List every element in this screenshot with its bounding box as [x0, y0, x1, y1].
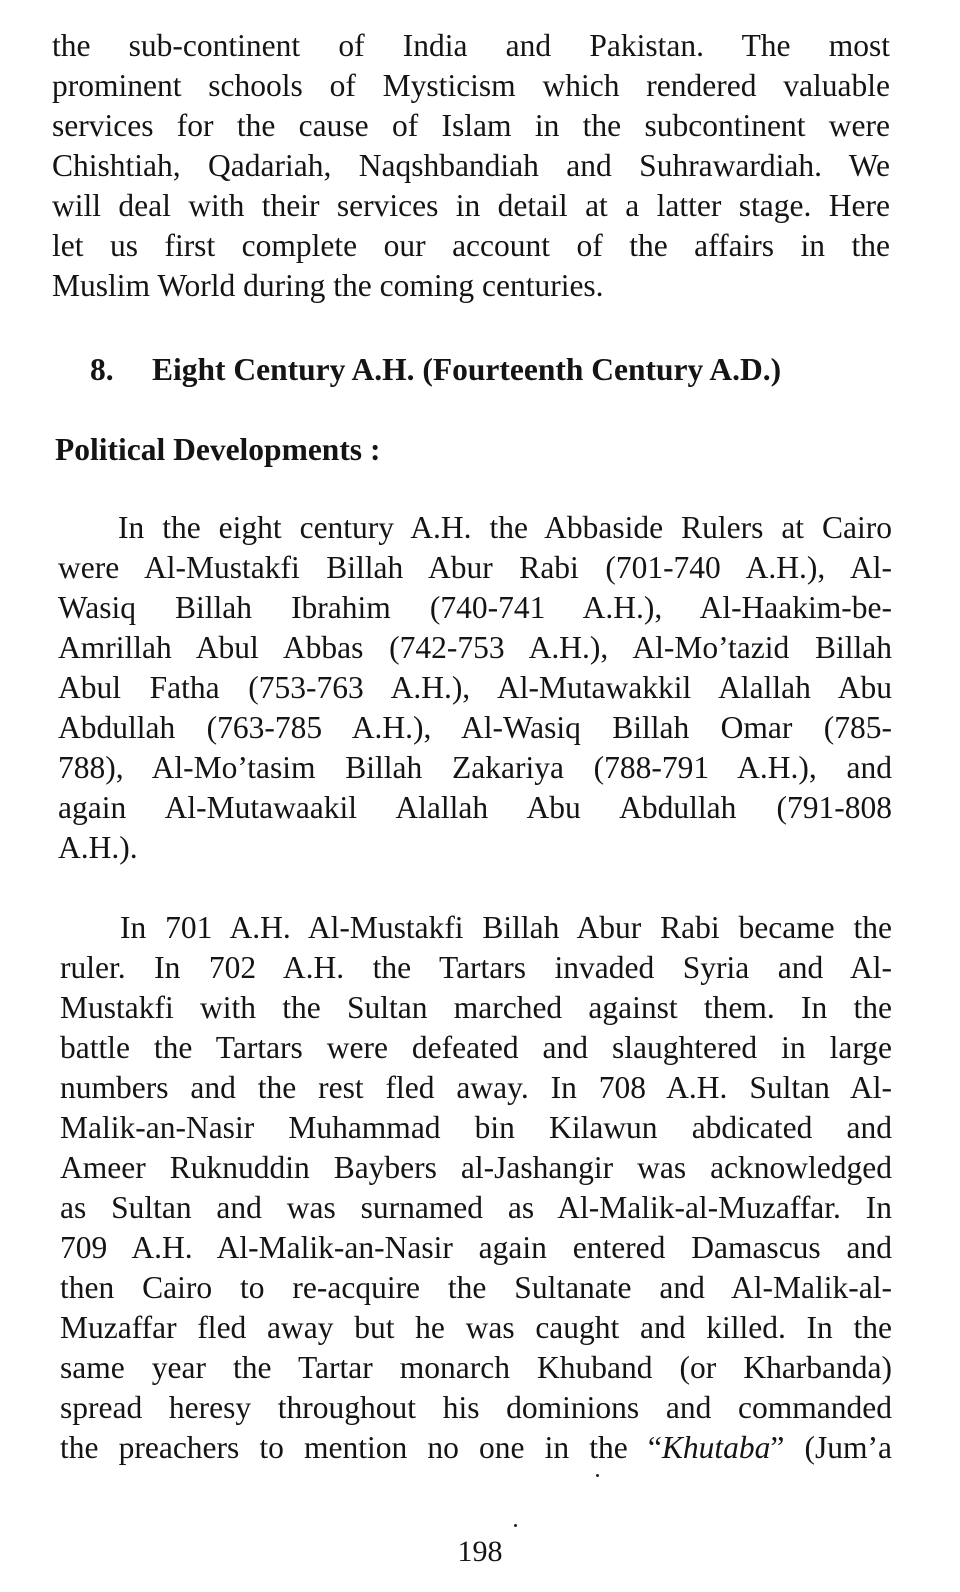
text-line: Chishtiah, Qadariah, Naqshbandiah and Suhrawardiah. We [52, 148, 890, 183]
text-line: Abdullah (763-785 A.H.), Al-Wasiq Billah Omar (785- [58, 710, 892, 745]
text-line: prominent schools of Mysticism which rendered valuable [52, 68, 890, 103]
scan-speck [596, 1474, 599, 1477]
section-number: 8. [90, 352, 114, 387]
text-line: In 701 A.H. Al-Mustakfi Billah Abur Rabi became the [120, 910, 892, 945]
italic-term: Khutaba [661, 1430, 771, 1465]
text-fragment: the preachers to mention no one in the “ [60, 1430, 662, 1465]
text-line: Muslim World during the coming centuries. [52, 268, 604, 303]
text-line: battle the Tartars were defeated and slaughtered in large [60, 1030, 892, 1065]
subheading: Political Developments : [55, 432, 381, 467]
text-line: then Cairo to re-acquire the Sultanate and Al-Malik-al- [60, 1270, 892, 1305]
text-line: were Al-Mustakfi Billah Abur Rabi (701-740 A.H.), Al- [58, 550, 892, 585]
text-line-last [60, 1428, 892, 1468]
text-line: 709 A.H. Al-Malik-an-Nasir again entered Damascus and [60, 1230, 892, 1265]
scan-speck [514, 1524, 517, 1527]
text-line: again Al-Mutawaakil Alallah Abu Abdullah (791-808 [58, 790, 892, 825]
text-line: services for the cause of Islam in the subcontinent were [52, 108, 890, 143]
text-line: spread heresy throughout his dominions and commanded [60, 1390, 892, 1425]
text-line: Wasiq Billah Ibrahim (740-741 A.H.), Al-Haakim-be- [58, 590, 892, 625]
text-line: the sub-continent of India and Pakistan. The most [52, 28, 890, 63]
text-line: A.H.). [58, 830, 138, 865]
text-line: Malik-an-Nasir Muhammad bin Kilawun abdicated and [60, 1110, 892, 1145]
section-title: Eight Century A.H. (Fourteenth Century A.D.) [152, 352, 782, 387]
text-line: Abul Fatha (753-763 A.H.), Al-Mutawakkil Alallah Abu [58, 670, 892, 705]
text-line: Amrillah Abul Abbas (742-753 A.H.), Al-Mo’tazid Billah [58, 630, 892, 665]
page-number: 198 [457, 1535, 503, 1568]
text-line: will deal with their services in detail at a latter stage. Here [52, 188, 890, 223]
text-line: ruler. In 702 A.H. the Tartars invaded Syria and Al- [60, 950, 892, 985]
text-line: same year the Tartar monarch Khuband (or Kharbanda) [60, 1350, 892, 1385]
text-line: In the eight century A.H. the Abbaside Rulers at Cairo [118, 510, 892, 545]
text-line: numbers and the rest fled away. In 708 A.H. Sultan Al- [60, 1070, 892, 1105]
text-line: let us first complete our account of the affairs in the [52, 228, 890, 263]
text-line: Muzaffar fled away but he was caught and killed. In the [60, 1310, 892, 1345]
text-line: Ameer Ruknuddin Baybers al-Jashangir was acknowledged [60, 1150, 892, 1185]
text-line: as Sultan and was surnamed as Al-Malik-al-Muzaffar. In [60, 1190, 892, 1225]
text-line: 788), Al-Mo’tasim Billah Zakariya (788-791 A.H.), and [58, 750, 892, 785]
text-line: Mustakfi with the Sultan marched against them. In the [60, 990, 892, 1025]
text-fragment: ” (Jum’a [770, 1430, 892, 1465]
